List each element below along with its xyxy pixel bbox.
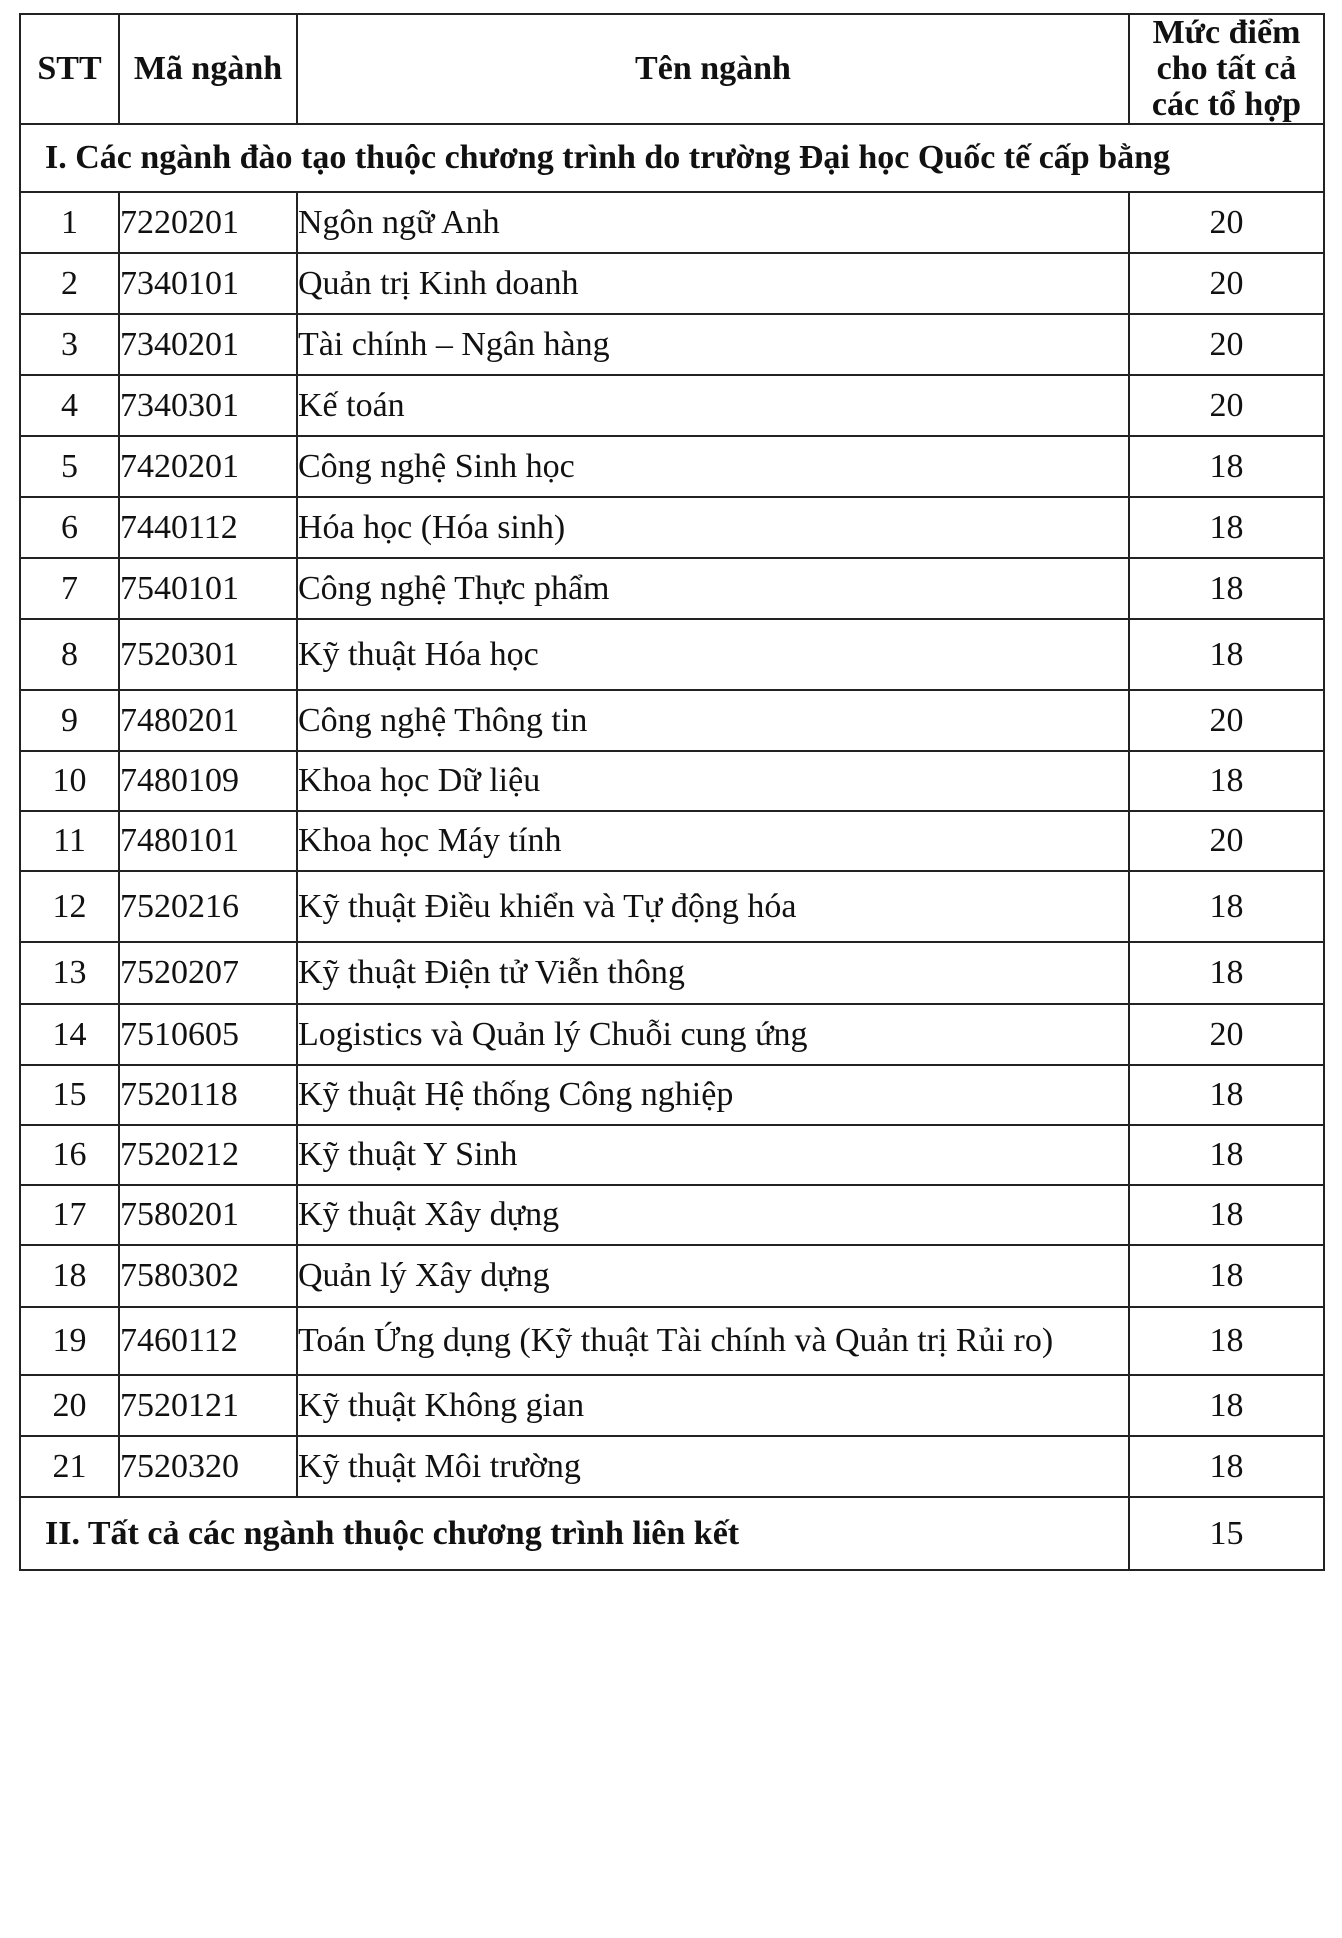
row-name: Công nghệ Thực phẩm <box>297 558 1129 619</box>
row-score: 18 <box>1129 1375 1324 1436</box>
row-code: 7580201 <box>119 1185 297 1245</box>
row-stt: 17 <box>20 1185 119 1245</box>
header-code: Mã ngành <box>119 14 297 124</box>
section-2-score: 15 <box>1129 1497 1324 1570</box>
row-code: 7460112 <box>119 1307 297 1375</box>
row-score: 18 <box>1129 1065 1324 1125</box>
header-score: Mức điểm cho tất cả các tổ hợp <box>1129 14 1324 124</box>
table-row <box>20 619 1324 690</box>
admission-score-table <box>19 13 1325 1571</box>
table-row <box>20 1375 1324 1436</box>
row-score: 18 <box>1129 1185 1324 1245</box>
row-stt: 16 <box>20 1125 119 1185</box>
row-name: Khoa học Dữ liệu <box>297 751 1129 811</box>
row-stt: 1 <box>20 192 119 253</box>
row-name: Kỹ thuật Y Sinh <box>297 1125 1129 1185</box>
row-score: 20 <box>1129 375 1324 436</box>
table-row <box>20 192 1324 253</box>
row-stt: 6 <box>20 497 119 558</box>
table-row <box>20 1436 1324 1497</box>
table-row <box>20 1004 1324 1065</box>
row-name: Kỹ thuật Môi trường <box>297 1436 1129 1497</box>
row-stt: 21 <box>20 1436 119 1497</box>
table-row <box>20 436 1324 497</box>
table-row <box>20 811 1324 871</box>
row-score: 20 <box>1129 314 1324 375</box>
row-stt: 5 <box>20 436 119 497</box>
row-code: 7340101 <box>119 253 297 314</box>
row-code: 7520320 <box>119 1436 297 1497</box>
table-row <box>20 1125 1324 1185</box>
row-name: Ngôn ngữ Anh <box>297 192 1129 253</box>
row-score: 20 <box>1129 690 1324 751</box>
row-name: Quản lý Xây dựng <box>297 1245 1129 1307</box>
row-score: 18 <box>1129 619 1324 690</box>
header-stt: STT <box>20 14 119 124</box>
row-stt: 7 <box>20 558 119 619</box>
row-score: 18 <box>1129 1436 1324 1497</box>
row-code: 7580302 <box>119 1245 297 1307</box>
row-stt: 2 <box>20 253 119 314</box>
row-score: 18 <box>1129 1307 1324 1375</box>
row-name: Công nghệ Sinh học <box>297 436 1129 497</box>
table-row <box>20 690 1324 751</box>
row-name: Kế toán <box>297 375 1129 436</box>
row-score: 18 <box>1129 558 1324 619</box>
row-name: Tài chính – Ngân hàng <box>297 314 1129 375</box>
table-row <box>20 871 1324 942</box>
row-stt: 13 <box>20 942 119 1004</box>
table-row <box>20 751 1324 811</box>
row-code: 7520118 <box>119 1065 297 1125</box>
row-stt: 14 <box>20 1004 119 1065</box>
row-name: Kỹ thuật Hóa học <box>297 619 1129 690</box>
table-row <box>20 1307 1324 1375</box>
row-stt: 11 <box>20 811 119 871</box>
row-code: 7480109 <box>119 751 297 811</box>
section-2-title: II. Tất cả các ngành thuộc chương trình liên kết <box>20 1497 1129 1570</box>
row-name: Công nghệ Thông tin <box>297 690 1129 751</box>
row-score: 20 <box>1129 192 1324 253</box>
table-row <box>20 558 1324 619</box>
row-code: 7480101 <box>119 811 297 871</box>
row-code: 7340301 <box>119 375 297 436</box>
section-1-row <box>20 124 1324 192</box>
row-name: Kỹ thuật Điện tử Viễn thông <box>297 942 1129 1004</box>
row-stt: 18 <box>20 1245 119 1307</box>
row-score: 20 <box>1129 1004 1324 1065</box>
table-row <box>20 1065 1324 1125</box>
row-name: Toán Ứng dụng (Kỹ thuật Tài chính và Quản trị Rủi ro) <box>297 1307 1129 1375</box>
table-row <box>20 942 1324 1004</box>
row-name: Kỹ thuật Hệ thống Công nghiệp <box>297 1065 1129 1125</box>
row-stt: 20 <box>20 1375 119 1436</box>
row-stt: 9 <box>20 690 119 751</box>
table-row <box>20 314 1324 375</box>
row-code: 7440112 <box>119 497 297 558</box>
row-score: 18 <box>1129 871 1324 942</box>
row-stt: 12 <box>20 871 119 942</box>
row-name: Kỹ thuật Điều khiển và Tự động hóa <box>297 871 1129 942</box>
row-code: 7520212 <box>119 1125 297 1185</box>
row-score: 20 <box>1129 253 1324 314</box>
row-score: 18 <box>1129 942 1324 1004</box>
row-code: 7540101 <box>119 558 297 619</box>
table-row <box>20 1245 1324 1307</box>
table-row <box>20 497 1324 558</box>
header-name: Tên ngành <box>297 14 1129 124</box>
row-score: 20 <box>1129 811 1324 871</box>
row-score: 18 <box>1129 497 1324 558</box>
row-stt: 19 <box>20 1307 119 1375</box>
table-row <box>20 375 1324 436</box>
row-code: 7220201 <box>119 192 297 253</box>
row-code: 7480201 <box>119 690 297 751</box>
row-code: 7420201 <box>119 436 297 497</box>
row-score: 18 <box>1129 1245 1324 1307</box>
row-name: Logistics và Quản lý Chuỗi cung ứng <box>297 1004 1129 1065</box>
row-code: 7520216 <box>119 871 297 942</box>
row-score: 18 <box>1129 751 1324 811</box>
row-stt: 10 <box>20 751 119 811</box>
row-code: 7520121 <box>119 1375 297 1436</box>
row-stt: 8 <box>20 619 119 690</box>
row-code: 7510605 <box>119 1004 297 1065</box>
row-name: Kỹ thuật Xây dựng <box>297 1185 1129 1245</box>
row-stt: 3 <box>20 314 119 375</box>
row-code: 7520207 <box>119 942 297 1004</box>
row-name: Quản trị Kinh doanh <box>297 253 1129 314</box>
table-row <box>20 1185 1324 1245</box>
row-name: Hóa học (Hóa sinh) <box>297 497 1129 558</box>
row-score: 18 <box>1129 436 1324 497</box>
row-score: 18 <box>1129 1125 1324 1185</box>
table-row <box>20 253 1324 314</box>
row-stt: 4 <box>20 375 119 436</box>
row-name: Khoa học Máy tính <box>297 811 1129 871</box>
section-1-title: I. Các ngành đào tạo thuộc chương trình do trường Đại học Quốc tế cấp bằng <box>20 124 1324 192</box>
row-code: 7340201 <box>119 314 297 375</box>
row-code: 7520301 <box>119 619 297 690</box>
row-name: Kỹ thuật Không gian <box>297 1375 1129 1436</box>
row-stt: 15 <box>20 1065 119 1125</box>
table-header-row <box>20 14 1324 124</box>
section-2-row <box>20 1497 1324 1570</box>
